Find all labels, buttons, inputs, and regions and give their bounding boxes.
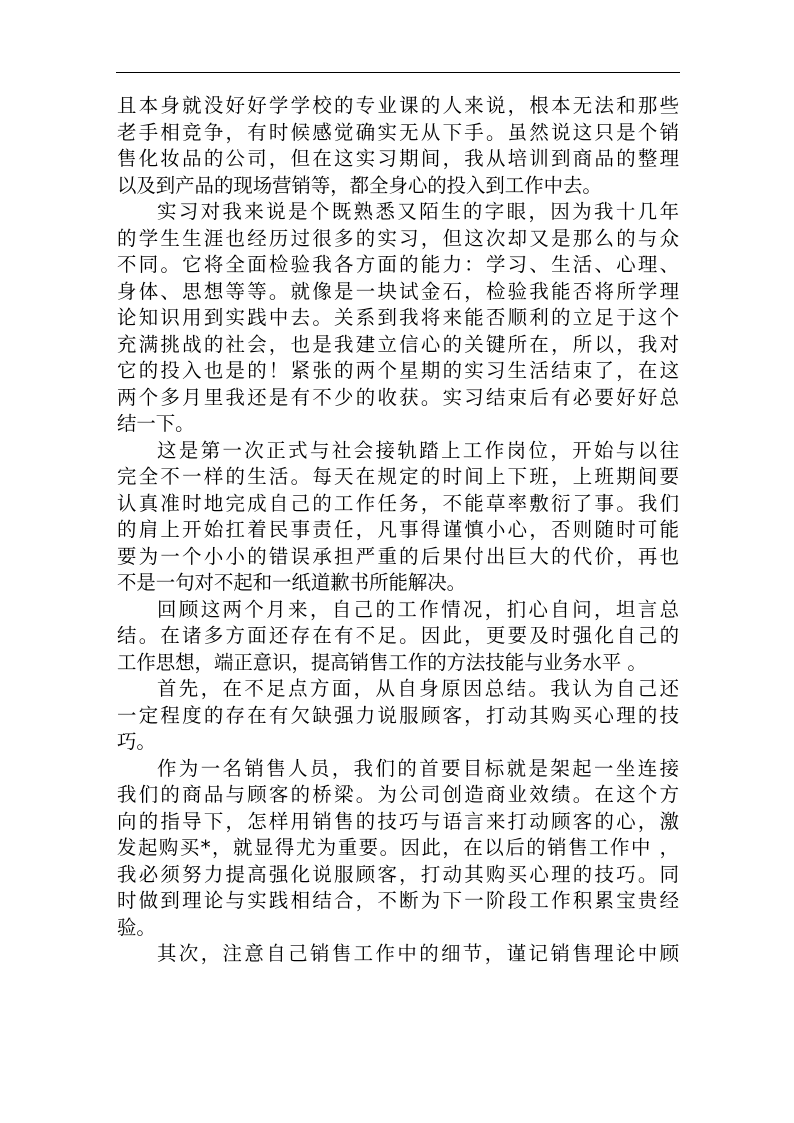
text-line: 工作思想，端正意识，提高销售工作的方法技能与业务水平 。 <box>117 650 647 674</box>
text-line: 不同。它将全面检验我各方面的能力：学习、生活、心理、 <box>117 253 679 276</box>
text-line: 首先，在不足点方面，从自身原因总结。我认为自己还 <box>157 677 679 700</box>
text-line: 老手相竞争，有时候感觉确实无从下手。虽然说这只是个销 <box>117 120 679 144</box>
text-line: 且本身就没好好学学校的专业课的人来说，根本无法和那些 <box>117 94 679 117</box>
text-line: 不是一句对不起和一纸道歉书所能解决。 <box>117 571 467 594</box>
text-line: 以及到产品的现场营销等，都全身心的投入到工作中去。 <box>117 173 602 197</box>
text-line: 论知识用到实践中去。关系到我将来能否顺利的立足于这个 <box>117 306 679 329</box>
document-body <box>117 93 679 968</box>
text-line: 的学生生涯也经历过很多的实习，但这次却又是那么的与众 <box>117 226 679 250</box>
text-line: 我必须努力提高强化说服顾客，打动其购买心理的技巧。同 <box>117 862 679 886</box>
text-line: 巧。 <box>117 730 156 753</box>
text-line: 要为一个小小的错误承担严重的后果付出巨大的代价，再也 <box>117 544 679 568</box>
text-line: 作为一名销售人员，我们的首要目标就是架起一坐连接 <box>157 756 679 780</box>
text-line: 一定程度的存在有欠缺强力说服顾客，打动其购买心理的技 <box>117 703 679 727</box>
header-rule <box>116 72 680 73</box>
text-line: 它的投入也是的！紧张的两个星期的实习生活结束了，在这 <box>117 359 679 382</box>
text-line: 结。在诸多方面还存在有不足。因此，更要及时强化自己的 <box>117 624 679 647</box>
text-line: 两个多月里我还是有不少的收获。实习结束后有必要好好总 <box>117 385 679 409</box>
text-line: 的肩上开始扛着民事责任，凡事得谨慎小心，否则随时可能 <box>117 518 679 541</box>
text-line: 实习对我来说是个既熟悉又陌生的字眼，因为我十几年 <box>157 200 679 223</box>
text-line: 充满挑战的社会，也是我建立信心的关键所在，所以，我对 <box>117 332 679 356</box>
text-line: 这是第一次正式与社会接轨踏上工作岗位，开始与以往 <box>157 438 679 462</box>
text-line: 售化妆品的公司，但在这实习期间，我从培训到商品的整理 <box>117 147 679 170</box>
text-line: 发起购买*，就显得尤为重要。因此，在以后的销售工作中 ， <box>117 836 679 859</box>
text-line: 时做到理论与实践相结合，不断为下一阶段工作积累宝贵经 <box>117 889 679 912</box>
text-line: 认真准时地完成自己的工作任务，不能草率敷衍了事。我们 <box>117 491 679 515</box>
text-line: 我们的商品与顾客的桥梁。为公司创造商业效绩。在这个方 <box>117 783 679 806</box>
text-line: 验。 <box>117 915 156 939</box>
text-line: 完全不一样的生活。每天在规定的时间上下班，上班期间要 <box>117 465 679 488</box>
text-line: 向的指导下，怎样用销售的技巧与语言来打动顾客的心，激 <box>117 809 679 833</box>
text-line: 其次，注意自己销售工作中的细节，谨记销售理论中顾 <box>157 942 679 965</box>
text-line: 结一下。 <box>117 412 195 435</box>
text-line: 回顾这两个月来，自己的工作情况，扪心自问，坦言总 <box>157 597 679 621</box>
text-line: 身体、思想等等。就像是一块试金石，检验我能否将所学理 <box>117 279 679 303</box>
